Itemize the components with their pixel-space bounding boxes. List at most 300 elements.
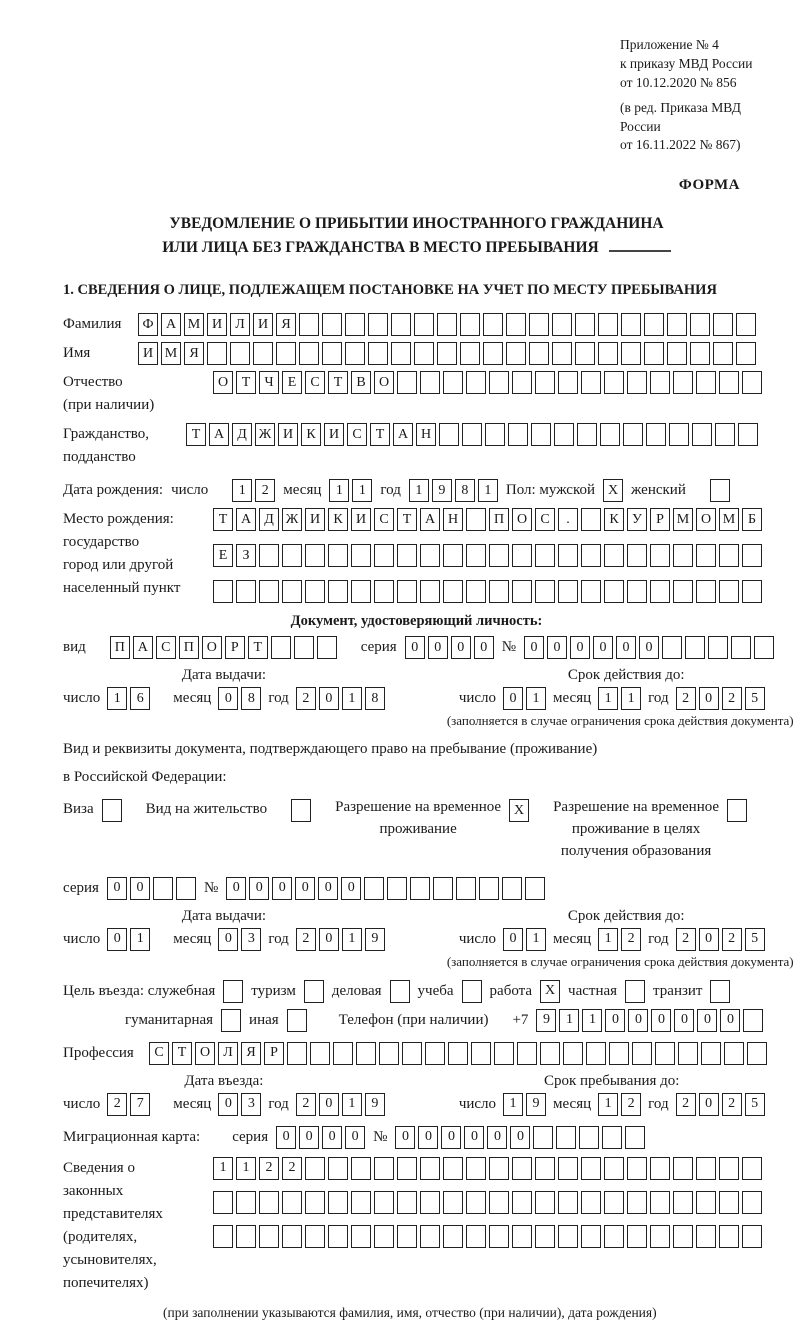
char-cell bbox=[602, 1126, 622, 1149]
char-cell: 0 bbox=[319, 687, 339, 710]
char-cell bbox=[259, 544, 279, 567]
temp-residence-label-line2: проживание bbox=[379, 821, 457, 838]
char-cell: 1 bbox=[598, 687, 618, 710]
char-cell bbox=[529, 342, 549, 365]
char-cell bbox=[391, 313, 411, 336]
char-cell bbox=[397, 1157, 417, 1180]
char-cell bbox=[322, 342, 342, 365]
char-cell: 0 bbox=[474, 636, 494, 659]
char-cell bbox=[625, 980, 645, 1003]
char-cell: Н bbox=[443, 508, 463, 531]
char-cell: Т bbox=[236, 371, 256, 394]
char-cell bbox=[351, 544, 371, 567]
char-cell bbox=[535, 1191, 555, 1214]
char-cell bbox=[153, 877, 173, 900]
char-cell bbox=[391, 342, 411, 365]
char-cell bbox=[650, 1225, 670, 1248]
residence-issue-year-label: год bbox=[268, 930, 289, 947]
birthplace-cells-2 bbox=[213, 544, 762, 567]
char-cell bbox=[439, 423, 459, 446]
identity-doc-heading: Документ, удостоверяющий личность: bbox=[290, 613, 543, 630]
char-cell bbox=[489, 580, 509, 603]
char-cell bbox=[345, 342, 365, 365]
char-cell: 0 bbox=[341, 877, 361, 900]
char-cell bbox=[673, 1225, 693, 1248]
entry-purpose-row2 bbox=[63, 1009, 770, 1032]
doc-issue-year-cells bbox=[296, 687, 385, 710]
char-cell bbox=[512, 1191, 532, 1214]
residence-number-label: № bbox=[203, 879, 219, 896]
char-cell bbox=[512, 544, 532, 567]
char-cell: С bbox=[347, 423, 367, 446]
char-cell: 5 bbox=[745, 1093, 765, 1116]
char-cell bbox=[374, 1157, 394, 1180]
char-cell: А bbox=[393, 423, 413, 446]
entry-month-label: месяц bbox=[173, 1095, 212, 1112]
char-cell bbox=[291, 799, 311, 822]
char-cell bbox=[678, 1042, 698, 1065]
temp-residence-checkbox bbox=[509, 799, 529, 822]
temp-residence-edu-line2: проживание в целях bbox=[571, 821, 701, 838]
temp-residence-label-line1: Разрешение на временное bbox=[335, 799, 502, 816]
char-cell: 1 bbox=[559, 1009, 579, 1032]
char-cell bbox=[305, 1157, 325, 1180]
char-cell: 9 bbox=[526, 1093, 546, 1116]
char-cell bbox=[489, 544, 509, 567]
char-cell: 8 bbox=[241, 687, 261, 710]
stay-until-line bbox=[459, 1093, 765, 1116]
char-cell: 0 bbox=[510, 1126, 530, 1149]
char-cell bbox=[236, 1225, 256, 1248]
char-cell bbox=[512, 1225, 532, 1248]
char-cell: 0 bbox=[318, 877, 338, 900]
char-cell: И bbox=[253, 313, 273, 336]
doc-issue-day-label: число bbox=[63, 690, 101, 707]
char-cell: Н bbox=[416, 423, 436, 446]
char-cell: Я bbox=[276, 313, 296, 336]
char-cell bbox=[581, 1157, 601, 1180]
residence-series-cells bbox=[107, 877, 196, 900]
char-cell: 1 bbox=[352, 479, 372, 502]
char-cell: О bbox=[213, 371, 233, 394]
char-cell bbox=[345, 313, 365, 336]
purpose-other-label: иная bbox=[249, 1011, 279, 1028]
char-cell bbox=[558, 371, 578, 394]
char-cell bbox=[282, 1225, 302, 1248]
phone-label: Телефон (при наличии) bbox=[338, 1011, 489, 1028]
char-cell bbox=[460, 313, 480, 336]
char-cell bbox=[604, 1225, 624, 1248]
annex-line: от 10.12.2020 № 856 bbox=[620, 74, 737, 90]
stay-until-title: Срок пребывания до: bbox=[543, 1072, 680, 1089]
purpose-work-label: работа bbox=[489, 982, 533, 999]
char-cell bbox=[294, 636, 314, 659]
stay-year-label: год bbox=[648, 1095, 669, 1112]
char-cell bbox=[390, 980, 410, 1003]
char-cell: И bbox=[138, 342, 158, 365]
char-cell bbox=[558, 1191, 578, 1214]
char-cell bbox=[176, 877, 196, 900]
visa-checkbox bbox=[102, 799, 122, 822]
char-cell: 2 bbox=[282, 1157, 302, 1180]
char-cell: А bbox=[133, 636, 153, 659]
char-cell bbox=[466, 508, 486, 531]
char-cell: X bbox=[540, 980, 560, 1003]
gender-male-label: Пол: мужской bbox=[505, 482, 596, 499]
entry-month-cells bbox=[218, 1093, 261, 1116]
gender-male-checkbox bbox=[603, 479, 623, 502]
char-cell bbox=[479, 877, 499, 900]
char-cell bbox=[443, 371, 463, 394]
char-cell bbox=[328, 544, 348, 567]
char-cell bbox=[433, 877, 453, 900]
char-cell bbox=[713, 342, 733, 365]
char-cell: 0 bbox=[319, 928, 339, 951]
char-cell bbox=[742, 1191, 762, 1214]
representatives-label-line: усыновителях, bbox=[63, 1251, 157, 1268]
char-cell bbox=[374, 544, 394, 567]
char-cell bbox=[397, 371, 417, 394]
char-cell bbox=[259, 1191, 279, 1214]
char-cell bbox=[719, 1191, 739, 1214]
char-cell bbox=[627, 1191, 647, 1214]
char-cell bbox=[644, 342, 664, 365]
temp-residence-edu-line1: Разрешение на временное bbox=[553, 799, 720, 816]
char-cell bbox=[743, 1009, 763, 1032]
char-cell bbox=[466, 1157, 486, 1180]
gender-female-checkbox bbox=[710, 479, 730, 502]
grazhdanstvo-label: Гражданство, bbox=[63, 426, 150, 443]
char-cell bbox=[305, 1191, 325, 1214]
birthplace-settlement-label: населенный пункт bbox=[63, 580, 181, 597]
char-cell bbox=[719, 580, 739, 603]
char-cell bbox=[483, 313, 503, 336]
char-cell bbox=[437, 313, 457, 336]
char-cell bbox=[650, 1157, 670, 1180]
annex-line: Приложение № 4 bbox=[620, 37, 719, 52]
char-cell: К bbox=[301, 423, 321, 446]
char-cell: М bbox=[673, 508, 693, 531]
char-cell: Д bbox=[259, 508, 279, 531]
char-cell: 0 bbox=[570, 636, 590, 659]
char-cell bbox=[466, 371, 486, 394]
char-cell bbox=[420, 544, 440, 567]
char-cell: П bbox=[489, 508, 509, 531]
char-cell bbox=[696, 1191, 716, 1214]
section1-heading: 1. СВЕДЕНИЯ О ЛИЦЕ, ПОДЛЕЖАЩЕМ ПОСТАНОВКЕ НА УЧЕТ ПО МЕСТУ ПРЕБЫВАНИЯ bbox=[63, 282, 717, 299]
otchestvo-label-col bbox=[63, 371, 205, 417]
representatives-row bbox=[63, 1157, 770, 1295]
char-cell bbox=[581, 1191, 601, 1214]
char-cell bbox=[710, 980, 730, 1003]
doc-valid-month-label: месяц bbox=[553, 690, 592, 707]
purpose-tourism-checkbox bbox=[304, 980, 324, 1003]
entry-date-group bbox=[63, 1073, 385, 1116]
char-cell bbox=[236, 580, 256, 603]
birthplace-row bbox=[63, 508, 770, 603]
stay-until-group bbox=[459, 1073, 765, 1116]
char-cell bbox=[410, 877, 430, 900]
purpose-business-label: деловая bbox=[331, 982, 382, 999]
temp-residence-edu-label bbox=[553, 797, 719, 862]
birthdate-month-cells bbox=[329, 479, 372, 502]
char-cell: 2 bbox=[296, 928, 316, 951]
char-cell bbox=[673, 1157, 693, 1180]
doc-type-cells bbox=[110, 636, 337, 659]
birthplace-cells-3 bbox=[213, 580, 762, 603]
birthplace-country-label: государство bbox=[63, 534, 140, 551]
char-cell bbox=[483, 342, 503, 365]
char-cell: 0 bbox=[418, 1126, 438, 1149]
representatives-label-line: законных bbox=[63, 1182, 124, 1199]
doc-type-label: вид bbox=[63, 639, 86, 656]
gender-female-label: женский bbox=[631, 482, 686, 499]
char-cell bbox=[512, 371, 532, 394]
char-cell bbox=[387, 877, 407, 900]
doc-valid-month-cells bbox=[598, 687, 641, 710]
char-cell bbox=[604, 371, 624, 394]
char-cell: Р bbox=[264, 1042, 284, 1065]
char-cell bbox=[563, 1042, 583, 1065]
doc-valid-year-label: год bbox=[648, 690, 669, 707]
residence-valid-year-cells bbox=[676, 928, 765, 951]
profession-row bbox=[63, 1042, 770, 1065]
char-cell bbox=[310, 1042, 330, 1065]
char-cell: X bbox=[509, 799, 529, 822]
char-cell bbox=[471, 1042, 491, 1065]
char-cell bbox=[276, 342, 296, 365]
char-cell: 0 bbox=[441, 1126, 461, 1149]
char-cell bbox=[662, 636, 682, 659]
residence-number-cells bbox=[226, 877, 545, 900]
doc-valid-day-cells bbox=[503, 687, 546, 710]
entry-purpose-official-label: Цель въезда: служебная bbox=[63, 982, 216, 999]
char-cell bbox=[443, 1157, 463, 1180]
char-cell bbox=[259, 580, 279, 603]
char-cell bbox=[287, 1009, 307, 1032]
char-cell: 0 bbox=[487, 1126, 507, 1149]
char-cell: П bbox=[110, 636, 130, 659]
char-cell bbox=[443, 1191, 463, 1214]
char-cell: 0 bbox=[428, 636, 448, 659]
char-cell bbox=[708, 636, 728, 659]
char-cell bbox=[625, 1126, 645, 1149]
char-cell: 2 bbox=[676, 687, 696, 710]
birthdate-label: Дата рождения: bbox=[63, 482, 164, 499]
char-cell: Я bbox=[184, 342, 204, 365]
entry-date-line bbox=[63, 1093, 385, 1116]
char-cell bbox=[529, 313, 549, 336]
char-cell bbox=[627, 580, 647, 603]
char-cell bbox=[724, 1042, 744, 1065]
char-cell bbox=[667, 313, 687, 336]
phone-cells bbox=[536, 1009, 763, 1032]
char-cell bbox=[581, 508, 601, 531]
char-cell bbox=[460, 342, 480, 365]
residence-doc-intro2: в Российской Федерации: bbox=[63, 769, 227, 786]
char-cell bbox=[299, 342, 319, 365]
char-cell bbox=[374, 1225, 394, 1248]
doc-number-cells bbox=[524, 636, 774, 659]
char-cell: 0 bbox=[720, 1009, 740, 1032]
representatives-cells-1 bbox=[213, 1157, 762, 1180]
char-cell bbox=[485, 423, 505, 446]
char-cell bbox=[374, 580, 394, 603]
representatives-label-line: Сведения о bbox=[63, 1159, 135, 1176]
representatives-label-line: попечителях) bbox=[63, 1274, 149, 1291]
char-cell bbox=[368, 313, 388, 336]
char-cell: Р bbox=[650, 508, 670, 531]
migration-number-label: № bbox=[373, 1128, 388, 1145]
char-cell: И bbox=[305, 508, 325, 531]
char-cell bbox=[650, 544, 670, 567]
residence-issue-line bbox=[63, 928, 385, 951]
birthdate-row bbox=[63, 479, 770, 502]
char-cell bbox=[351, 580, 371, 603]
char-cell bbox=[221, 1009, 241, 1032]
char-cell bbox=[673, 580, 693, 603]
char-cell bbox=[650, 1191, 670, 1214]
char-cell bbox=[328, 1225, 348, 1248]
char-cell: 0 bbox=[319, 1093, 339, 1116]
stay-month-cells bbox=[598, 1093, 641, 1116]
char-cell bbox=[627, 1225, 647, 1248]
char-cell: 0 bbox=[605, 1009, 625, 1032]
char-cell: З bbox=[236, 544, 256, 567]
char-cell bbox=[494, 1042, 514, 1065]
char-cell bbox=[604, 1157, 624, 1180]
char-cell: 2 bbox=[621, 928, 641, 951]
char-cell bbox=[627, 1157, 647, 1180]
char-cell bbox=[420, 580, 440, 603]
char-cell bbox=[632, 1042, 652, 1065]
char-cell bbox=[747, 1042, 767, 1065]
char-cell bbox=[466, 1225, 486, 1248]
char-cell: 3 bbox=[241, 928, 261, 951]
entry-day-cells bbox=[107, 1093, 150, 1116]
doc-issue-day-cells bbox=[107, 687, 150, 710]
char-cell bbox=[328, 1191, 348, 1214]
char-cell bbox=[253, 342, 273, 365]
char-cell: 0 bbox=[464, 1126, 484, 1149]
char-cell bbox=[489, 1191, 509, 1214]
stay-year-cells bbox=[676, 1093, 765, 1116]
birthplace-label: Место рождения: bbox=[63, 511, 174, 528]
char-cell bbox=[489, 1157, 509, 1180]
char-cell bbox=[502, 877, 522, 900]
char-cell bbox=[420, 371, 440, 394]
birthdate-day-cells bbox=[232, 479, 275, 502]
char-cell: 2 bbox=[255, 479, 275, 502]
char-cell bbox=[696, 544, 716, 567]
char-cell bbox=[715, 423, 735, 446]
char-cell: 0 bbox=[130, 877, 150, 900]
char-cell: 0 bbox=[249, 877, 269, 900]
char-cell: 0 bbox=[697, 1009, 717, 1032]
grazhdanstvo-cells bbox=[186, 423, 758, 446]
char-cell bbox=[223, 980, 243, 1003]
residence-valid-day-label: число bbox=[458, 930, 497, 947]
char-cell bbox=[581, 580, 601, 603]
char-cell: О bbox=[374, 371, 394, 394]
char-cell: 3 bbox=[241, 1093, 261, 1116]
char-cell: 1 bbox=[526, 687, 546, 710]
char-cell bbox=[742, 580, 762, 603]
purpose-tourism-label: туризм bbox=[251, 982, 296, 999]
char-cell: 5 bbox=[745, 687, 765, 710]
residence-permit-checkbox bbox=[291, 799, 311, 822]
char-cell bbox=[719, 1157, 739, 1180]
char-cell bbox=[673, 1191, 693, 1214]
birthdate-year-cells bbox=[409, 479, 498, 502]
char-cell: 1 bbox=[503, 1093, 523, 1116]
temp-residence-label bbox=[335, 797, 501, 841]
char-cell: 1 bbox=[342, 1093, 362, 1116]
doc-series-label: серия bbox=[360, 639, 397, 656]
char-cell bbox=[448, 1042, 468, 1065]
char-cell: Л bbox=[230, 313, 250, 336]
annex-block bbox=[620, 36, 770, 155]
char-cell: 0 bbox=[218, 928, 238, 951]
form-title-line1: УВЕДОМЛЕНИЕ О ПРИБЫТИИ ИНОСТРАННОГО ГРАЖДАНИНА bbox=[169, 215, 664, 233]
char-cell: М bbox=[719, 508, 739, 531]
char-cell: 0 bbox=[593, 636, 613, 659]
char-cell bbox=[621, 342, 641, 365]
char-cell bbox=[690, 342, 710, 365]
migration-card-label: Миграционная карта: bbox=[63, 1128, 201, 1145]
char-cell: Р bbox=[225, 636, 245, 659]
char-cell bbox=[213, 580, 233, 603]
char-cell bbox=[489, 371, 509, 394]
purpose-transit-label: транзит bbox=[653, 982, 703, 999]
char-cell bbox=[512, 1157, 532, 1180]
char-cell bbox=[259, 1225, 279, 1248]
char-cell: 2 bbox=[722, 687, 742, 710]
char-cell: 2 bbox=[296, 687, 316, 710]
char-cell bbox=[317, 636, 337, 659]
char-cell bbox=[719, 371, 739, 394]
char-cell bbox=[299, 313, 319, 336]
char-cell bbox=[535, 544, 555, 567]
char-cell bbox=[696, 371, 716, 394]
char-cell bbox=[655, 1042, 675, 1065]
residence-valid-group bbox=[446, 907, 794, 970]
char-cell: 0 bbox=[651, 1009, 671, 1032]
char-cell bbox=[650, 580, 670, 603]
char-cell bbox=[604, 544, 624, 567]
char-cell: 2 bbox=[676, 928, 696, 951]
otchestvo-label: Отчество bbox=[63, 374, 123, 391]
char-cell: 8 bbox=[455, 479, 475, 502]
stay-day-cells bbox=[503, 1093, 546, 1116]
char-cell bbox=[517, 1042, 537, 1065]
char-cell bbox=[230, 342, 250, 365]
char-cell bbox=[506, 313, 526, 336]
char-cell bbox=[598, 313, 618, 336]
char-cell: 1 bbox=[598, 1093, 618, 1116]
residence-doc-intro1: Вид и реквизиты документа, подтверждающего право на пребывание (проживание) bbox=[63, 741, 598, 758]
char-cell bbox=[552, 342, 572, 365]
char-cell bbox=[727, 799, 747, 822]
doc-valid-group bbox=[446, 667, 794, 729]
char-cell bbox=[623, 423, 643, 446]
form-title-line2-text: ИЛИ ЛИЦА БЕЗ ГРАЖДАНСТВА В МЕСТО ПРЕБЫВАНИЯ bbox=[162, 239, 599, 257]
char-cell bbox=[271, 636, 291, 659]
char-cell bbox=[621, 313, 641, 336]
title-blank-underline bbox=[609, 236, 671, 252]
char-cell bbox=[456, 877, 476, 900]
char-cell: 0 bbox=[107, 877, 127, 900]
